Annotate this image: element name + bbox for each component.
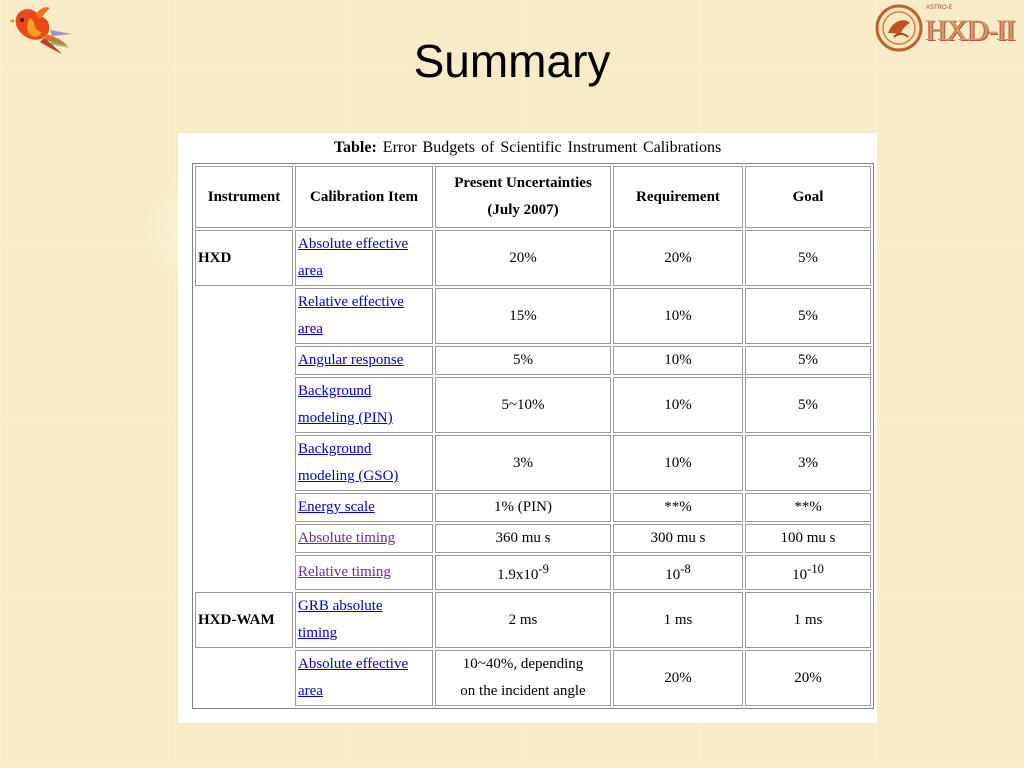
uncertainty-cell: 15% [435,288,611,344]
uncertainty-cell: 3% [435,435,611,491]
table-row [195,230,871,286]
requirement-cell: **% [613,493,743,522]
requirement-cell [613,555,743,590]
table-image-panel [178,133,877,723]
goal-cell: 20% [745,650,871,706]
calibration-item-link[interactable] [295,650,433,706]
uncertainty-cell: 5~10% [435,377,611,433]
goal-cell: 5% [745,346,871,375]
goal-base: 10 [792,567,808,583]
slide-title: Summary [413,35,611,87]
item-line2: area [298,321,323,337]
caption-text: Error Budgets of Scientific Instrument Calibrations [382,139,722,156]
uncertainty-cell: 5% [435,346,611,375]
goal-cell: **% [745,493,871,522]
table-row [195,555,871,590]
item-line1: Absolute effective [298,656,409,672]
hxd-logo-text: HXD-II [926,14,1015,47]
item-line2: area [298,683,323,699]
uncertainty-cell: 2 ms [435,592,611,648]
requirement-cell: 10% [613,377,743,433]
uncertainty-cell: 1% (PIN) [435,493,611,522]
caption-prefix: Table: [333,139,377,156]
item-line1: Absolute effective [298,236,409,252]
calibration-item-link[interactable] [295,230,433,286]
table-row [195,493,871,522]
table-caption [178,139,877,157]
error-budget-table [192,163,874,709]
goal-cell: 100 mu s [745,524,871,553]
instrument-cell-empty [195,524,293,553]
goal-cell: 5% [745,377,871,433]
table-row [195,435,871,491]
header-present-uncertainties [435,166,611,228]
header-calibration-item: Calibration Item [295,166,433,228]
uncertainty-line1: 10~40%, depending [462,656,584,672]
calibration-item-link[interactable]: Relative timing [295,555,433,590]
uncertainty-cell [435,650,611,706]
table-row [195,592,871,648]
calibration-item-link[interactable] [295,435,433,491]
header-requirement: Requirement [613,166,743,228]
table-header-row [195,166,871,228]
table-row [195,650,871,706]
header-goal: Goal [745,166,871,228]
requirement-cell: 20% [613,650,743,706]
instrument-cell-empty [195,377,293,433]
astro-e-label: ASTRO-E [926,5,953,11]
requirement-cell: 1 ms [613,592,743,648]
calibration-item-link[interactable] [295,377,433,433]
table-row [195,524,871,553]
calibration-item-link[interactable]: Absolute timing [295,524,433,553]
calibration-item-link[interactable] [295,288,433,344]
item-line2: area [298,263,323,279]
requirement-base: 10 [665,567,681,583]
item-line2: timing [298,625,338,641]
item-line2: modeling (PIN) [298,410,393,426]
goal-cell: 1 ms [745,592,871,648]
instrument-cell-empty [195,346,293,375]
instrument-cell: HXD [195,230,293,286]
instrument-cell-empty [195,288,293,344]
table-row [195,377,871,433]
requirement-cell: 10% [613,346,743,375]
goal-cell: 5% [745,288,871,344]
uncertainty-cell: 360 mu s [435,524,611,553]
calibration-item-link[interactable]: Energy scale [295,493,433,522]
header-uncertainties-line1: Present Uncertainties [454,175,592,191]
instrument-cell-empty [195,435,293,491]
uncertainty-cell: 20% [435,230,611,286]
requirement-cell: 20% [613,230,743,286]
table-row [195,346,871,375]
instrument-cell-empty [195,493,293,522]
goal-cell: 3% [745,435,871,491]
item-line1: Background [298,383,372,399]
requirement-cell: 10% [613,288,743,344]
item-line2: modeling (GSO) [298,468,399,484]
goal-cell: 5% [745,230,871,286]
uncertainty-base: 1.9x10 [497,567,539,583]
calibration-item-link[interactable] [295,592,433,648]
requirement-cell: 10% [613,435,743,491]
header-uncertainties-line2: (July 2007) [487,202,559,218]
item-line1: Relative effective [298,294,404,310]
requirement-cell: 300 mu s [613,524,743,553]
uncertainty-exponent: -9 [538,562,549,576]
uncertainty-line2: on the incident angle [460,683,586,699]
goal-cell [745,555,871,590]
table-row [195,288,871,344]
instrument-cell-empty [195,650,293,706]
goal-exponent: -10 [807,562,824,576]
header-instrument: Instrument [195,166,293,228]
instrument-cell: HXD-WAM [195,592,293,648]
uncertainty-cell [435,555,611,590]
instrument-cell-empty [195,555,293,590]
calibration-item-link[interactable]: Angular response [295,346,433,375]
item-line1: Background [298,441,372,457]
item-line1: GRB absolute [298,598,383,614]
requirement-exponent: -8 [680,562,691,576]
